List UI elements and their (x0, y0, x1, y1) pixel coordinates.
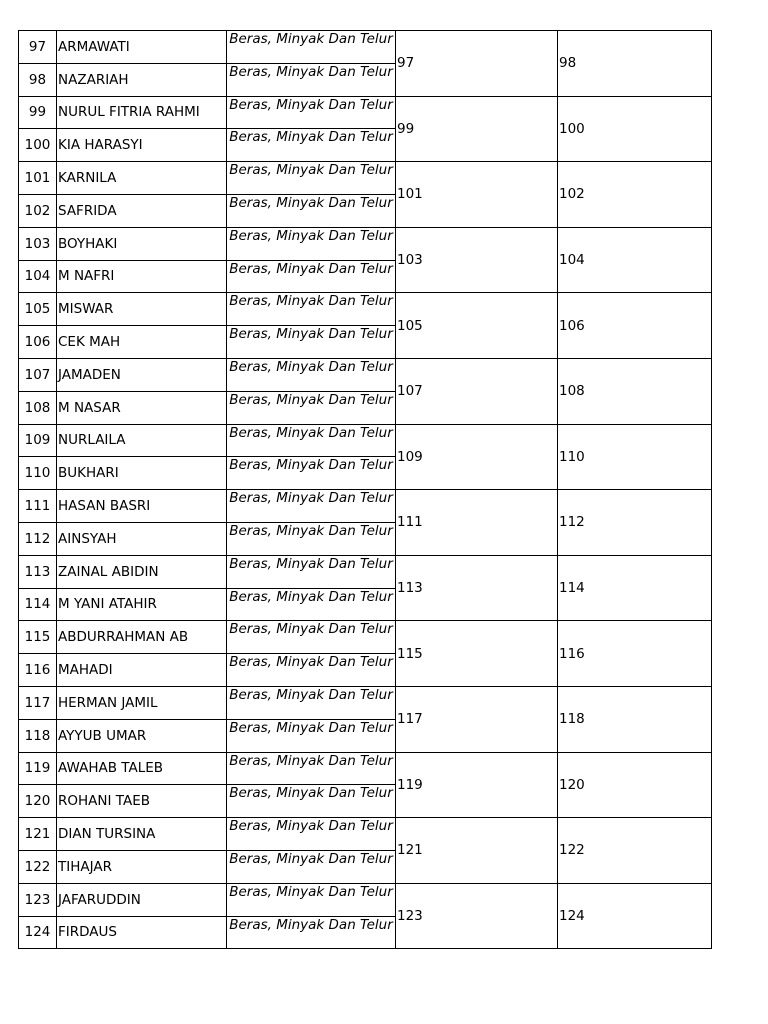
recipient-name: AYYUB UMAR (57, 719, 227, 752)
row-number: 98 (19, 63, 57, 96)
recipient-name: M NASAR (57, 391, 227, 424)
recipient-name: MISWAR (57, 293, 227, 326)
recipient-name: CEK MAH (57, 326, 227, 359)
pair-number-right: 122 (558, 818, 712, 884)
aid-item: Beras, Minyak Dan Telur (227, 63, 396, 96)
recipient-name: M YANI ATAHIR (57, 588, 227, 621)
table-row (19, 555, 712, 588)
pair-number-right: 98 (558, 31, 712, 97)
recipient-name: TIHAJAR (57, 850, 227, 883)
row-number: 104 (19, 260, 57, 293)
aid-item: Beras, Minyak Dan Telur (227, 424, 396, 457)
row-number: 101 (19, 162, 57, 195)
row-number: 97 (19, 31, 57, 64)
table-row (19, 752, 712, 785)
aid-item: Beras, Minyak Dan Telur (227, 785, 396, 818)
recipient-name: JAMADEN (57, 358, 227, 391)
aid-item: Beras, Minyak Dan Telur (227, 31, 396, 64)
recipient-name: M NAFRI (57, 260, 227, 293)
row-number: 114 (19, 588, 57, 621)
row-number: 118 (19, 719, 57, 752)
recipient-name: AWAHAB TALEB (57, 752, 227, 785)
row-number: 99 (19, 96, 57, 129)
pair-number-right: 116 (558, 621, 712, 687)
aid-item: Beras, Minyak Dan Telur (227, 686, 396, 719)
pair-number-right: 114 (558, 555, 712, 621)
pair-number-left: 103 (396, 227, 558, 293)
row-number: 122 (19, 850, 57, 883)
aid-item: Beras, Minyak Dan Telur (227, 490, 396, 523)
aid-item: Beras, Minyak Dan Telur (227, 391, 396, 424)
table-row (19, 358, 712, 391)
recipient-name: JAFARUDDIN (57, 883, 227, 916)
row-number: 112 (19, 522, 57, 555)
row-number: 120 (19, 785, 57, 818)
row-number: 100 (19, 129, 57, 162)
row-number: 108 (19, 391, 57, 424)
aid-item: Beras, Minyak Dan Telur (227, 194, 396, 227)
aid-item: Beras, Minyak Dan Telur (227, 916, 396, 949)
row-number: 107 (19, 358, 57, 391)
aid-item: Beras, Minyak Dan Telur (227, 260, 396, 293)
recipient-name: KIA HARASYI (57, 129, 227, 162)
recipient-name: MAHADI (57, 654, 227, 687)
pair-number-left: 121 (396, 818, 558, 884)
aid-item: Beras, Minyak Dan Telur (227, 162, 396, 195)
recipient-name: KARNILA (57, 162, 227, 195)
aid-item: Beras, Minyak Dan Telur (227, 326, 396, 359)
pair-number-right: 102 (558, 162, 712, 228)
recipient-name: SAFRIDA (57, 194, 227, 227)
row-number: 111 (19, 490, 57, 523)
aid-item: Beras, Minyak Dan Telur (227, 818, 396, 851)
recipient-name: DIAN TURSINA (57, 818, 227, 851)
recipient-name: ARMAWATI (57, 31, 227, 64)
aid-item: Beras, Minyak Dan Telur (227, 555, 396, 588)
aid-item: Beras, Minyak Dan Telur (227, 457, 396, 490)
aid-item: Beras, Minyak Dan Telur (227, 96, 396, 129)
pair-number-right: 106 (558, 293, 712, 359)
aid-item: Beras, Minyak Dan Telur (227, 358, 396, 391)
aid-item: Beras, Minyak Dan Telur (227, 719, 396, 752)
table-row (19, 31, 712, 64)
pair-number-left: 123 (396, 883, 558, 949)
recipient-name: HERMAN JAMIL (57, 686, 227, 719)
table-row (19, 227, 712, 260)
recipient-name: ZAINAL ABIDIN (57, 555, 227, 588)
table-row (19, 818, 712, 851)
recipient-name: BOYHAKI (57, 227, 227, 260)
recipient-name: HASAN BASRI (57, 490, 227, 523)
pair-number-left: 113 (396, 555, 558, 621)
table-row (19, 490, 712, 523)
pair-number-right: 118 (558, 686, 712, 752)
recipient-name: ABDURRAHMAN AB (57, 621, 227, 654)
row-number: 123 (19, 883, 57, 916)
row-number: 121 (19, 818, 57, 851)
pair-number-left: 107 (396, 358, 558, 424)
aid-item: Beras, Minyak Dan Telur (227, 522, 396, 555)
pair-number-right: 100 (558, 96, 712, 162)
recipient-name: FIRDAUS (57, 916, 227, 949)
recipient-name: NURUL FITRIA RAHMI (57, 96, 227, 129)
pair-number-left: 109 (396, 424, 558, 490)
row-number: 115 (19, 621, 57, 654)
row-number: 109 (19, 424, 57, 457)
table-row (19, 293, 712, 326)
row-number: 106 (19, 326, 57, 359)
recipient-name: NURLAILA (57, 424, 227, 457)
pair-number-left: 115 (396, 621, 558, 687)
aid-item: Beras, Minyak Dan Telur (227, 654, 396, 687)
row-number: 124 (19, 916, 57, 949)
row-number: 113 (19, 555, 57, 588)
recipient-name: ROHANI TAEB (57, 785, 227, 818)
table-row (19, 883, 712, 916)
pair-number-right: 120 (558, 752, 712, 818)
aid-item: Beras, Minyak Dan Telur (227, 227, 396, 260)
row-number: 116 (19, 654, 57, 687)
row-number: 117 (19, 686, 57, 719)
table-row (19, 621, 712, 654)
recipient-table (18, 30, 712, 949)
pair-number-left: 117 (396, 686, 558, 752)
aid-item: Beras, Minyak Dan Telur (227, 293, 396, 326)
aid-item: Beras, Minyak Dan Telur (227, 850, 396, 883)
aid-item: Beras, Minyak Dan Telur (227, 588, 396, 621)
pair-number-right: 108 (558, 358, 712, 424)
row-number: 102 (19, 194, 57, 227)
pair-number-left: 97 (396, 31, 558, 97)
row-number: 105 (19, 293, 57, 326)
recipient-table-body (19, 31, 712, 949)
pair-number-left: 111 (396, 490, 558, 556)
pair-number-right: 112 (558, 490, 712, 556)
pair-number-right: 110 (558, 424, 712, 490)
recipient-name: AINSYAH (57, 522, 227, 555)
aid-item: Beras, Minyak Dan Telur (227, 752, 396, 785)
pair-number-left: 99 (396, 96, 558, 162)
pair-number-right: 124 (558, 883, 712, 949)
pair-number-left: 101 (396, 162, 558, 228)
row-number: 103 (19, 227, 57, 260)
recipient-name: NAZARIAH (57, 63, 227, 96)
table-row (19, 686, 712, 719)
row-number: 119 (19, 752, 57, 785)
pair-number-left: 105 (396, 293, 558, 359)
table-row (19, 96, 712, 129)
pair-number-left: 119 (396, 752, 558, 818)
table-row (19, 162, 712, 195)
pair-number-right: 104 (558, 227, 712, 293)
recipient-name: BUKHARI (57, 457, 227, 490)
row-number: 110 (19, 457, 57, 490)
aid-item: Beras, Minyak Dan Telur (227, 129, 396, 162)
aid-item: Beras, Minyak Dan Telur (227, 883, 396, 916)
aid-item: Beras, Minyak Dan Telur (227, 621, 396, 654)
table-row (19, 424, 712, 457)
